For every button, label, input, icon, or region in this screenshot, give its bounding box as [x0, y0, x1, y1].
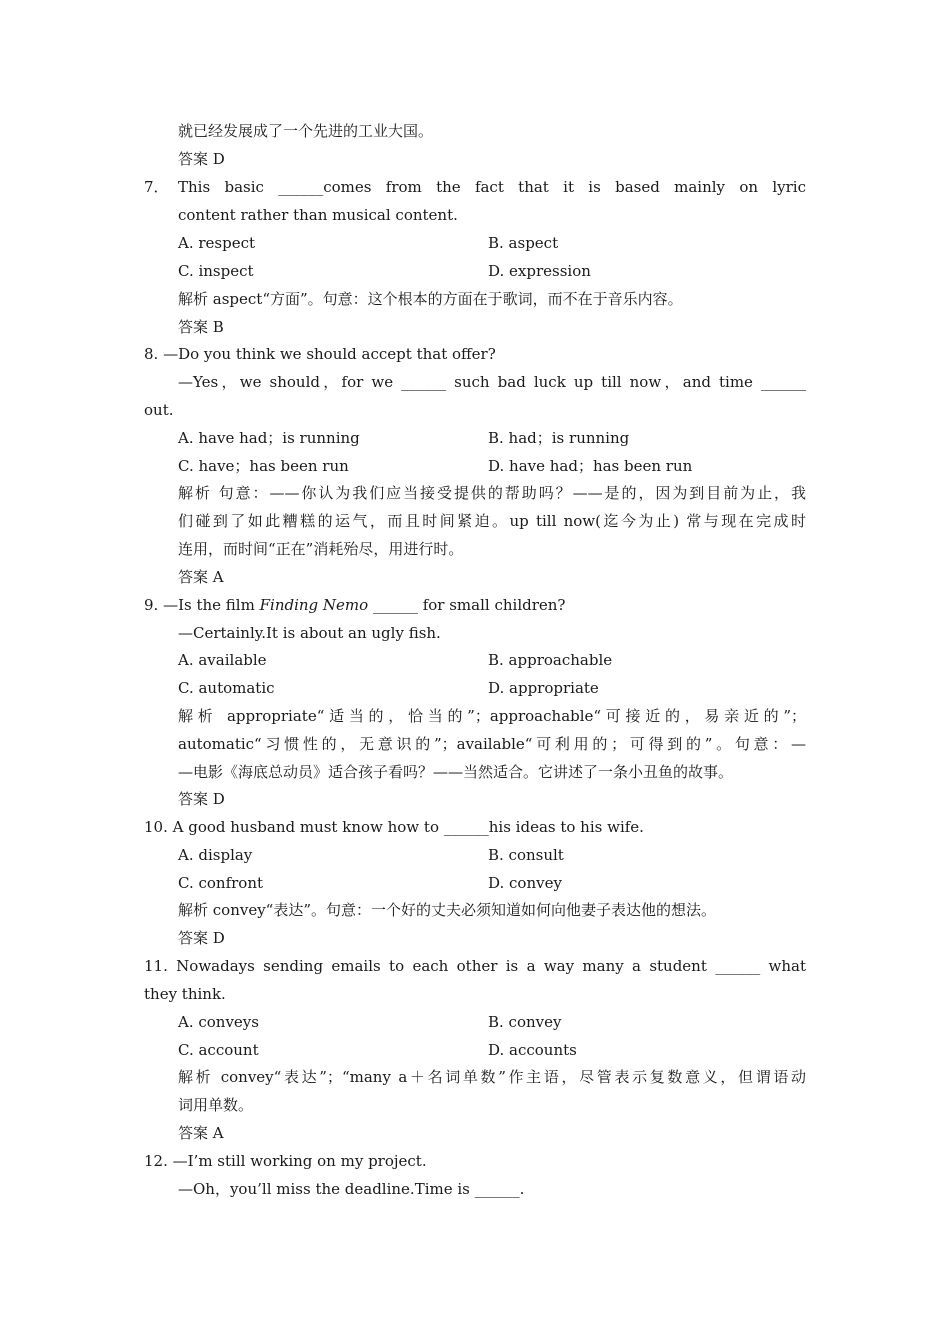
question-text: —Certainly.It is about an ugly fish. — [178, 624, 441, 642]
explanation: —电影《海底总动员》适合孩子看吗？——当然适合。它讲述了一条小丑鱼的故事。 — [178, 763, 734, 781]
answer-line: 答案 A — [178, 568, 224, 586]
explanation: 们碰到了如此糟糕的运气，而且时间紧迫。up till now(迄今为止) 常与现在完成时 — [178, 512, 806, 530]
option-d: D. accounts — [488, 1041, 577, 1059]
option-b: B. aspect — [488, 234, 559, 252]
option-d: D. appropriate — [488, 679, 599, 697]
option-b: B. consult — [488, 846, 564, 864]
option-c: C. have；has been run — [178, 457, 349, 475]
question-text: —Yes，we should，for we ______ such bad luck up till now，and time ______ — [178, 373, 806, 391]
option-b: B. had；is running — [488, 429, 630, 447]
explanation: 解析 句意：——你认为我们应当接受提供的帮助吗？——是的，因为到目前为止，我 — [178, 484, 806, 502]
question-text: 8. —Do you think we should accept that offer? — [144, 345, 496, 363]
explanation: automatic“习惯性的，无意识的”；available“可利用的；可得到的”。句意：— — [178, 735, 806, 753]
question-text: they think. — [144, 985, 226, 1003]
question-text: —Oh，you’ll miss the deadline.Time is ______. — [178, 1180, 525, 1198]
option-a: A. display — [178, 846, 253, 864]
option-b: B. approachable — [488, 651, 613, 669]
question-text: content rather than musical content. — [178, 206, 458, 224]
question-text: 12. —I’m still working on my project. — [144, 1152, 427, 1170]
explanation: 解析 convey“表达”；“many a＋名词单数”作主语，尽管表示复数意义，但谓语动 — [178, 1068, 806, 1086]
text-line: 就已经发展成了一个先进的工业大国。 — [178, 122, 434, 140]
answer-line: 答案 D — [178, 929, 225, 947]
explanation: 解析 appropriate“适当的，恰当的”；approachable“可接近的，易亲近的”； — [178, 707, 806, 725]
explanation: 连用，而时间“正在”消耗殆尽，用进行时。 — [178, 540, 464, 558]
option-c: C. inspect — [178, 262, 254, 280]
option-b: B. convey — [488, 1013, 562, 1031]
answer-line: 答案 D — [178, 150, 225, 168]
option-a: A. have had；is running — [178, 429, 360, 447]
explanation: 解析 aspect“方面”。句意：这个根本的方面在于歌词，而不在于音乐内容。 — [178, 290, 683, 308]
option-d: D. have had；has been run — [488, 457, 693, 475]
question-text: 11. Nowadays sending emails to each other is a way many a student ______ what — [144, 957, 806, 975]
answer-line: 答案 B — [178, 318, 224, 336]
explanation: 解析 convey“表达”。句意：一个好的丈夫必须知道如何向他妻子表达他的想法。 — [178, 901, 717, 919]
explanation: 词用单数。 — [178, 1096, 254, 1114]
option-c: C. account — [178, 1041, 259, 1059]
option-d: D. expression — [488, 262, 591, 280]
question-text: out. — [144, 401, 174, 419]
question-text: 10. A good husband must know how to ______his ideas to his wife. — [144, 818, 644, 836]
film-title: Finding Nemo — [259, 596, 369, 614]
option-c: C. confront — [178, 874, 264, 892]
option-a: A. conveys — [178, 1013, 259, 1031]
question-text: This basic ______comes from the fact that it is based mainly on lyric — [178, 178, 806, 196]
question-prefix: 9. —Is the film — [144, 596, 260, 614]
question-suffix: ______ for small children? — [368, 596, 566, 614]
question-text — [144, 595, 806, 615]
option-a: A. available — [178, 651, 267, 669]
answer-line: 答案 A — [178, 1124, 224, 1142]
answer-line: 答案 D — [178, 790, 225, 808]
option-c: C. automatic — [178, 679, 275, 697]
question-number: 7． — [144, 178, 169, 196]
option-a: A. respect — [178, 234, 256, 252]
option-d: D. convey — [488, 874, 562, 892]
